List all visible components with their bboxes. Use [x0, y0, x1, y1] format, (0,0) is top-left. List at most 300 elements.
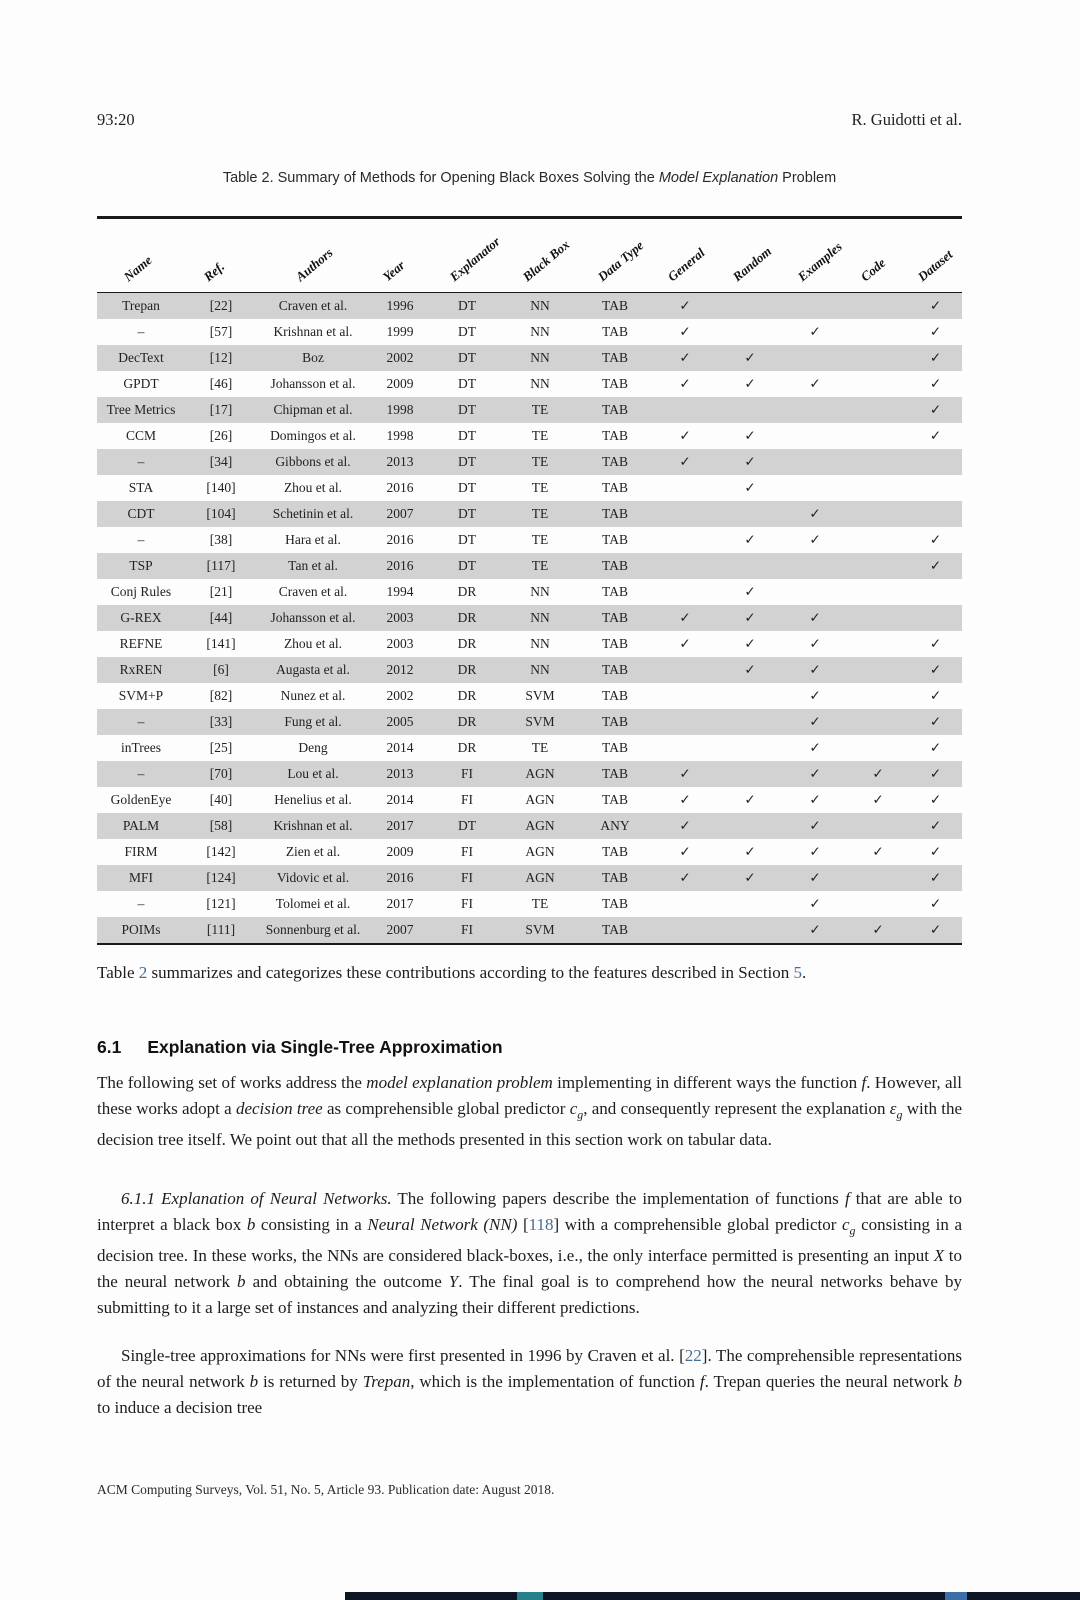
cell-general-check — [653, 917, 717, 943]
cell-examples-check — [783, 553, 847, 579]
text-segment: Single-tree approximations for NNs were first presented in 1996 by Craven et al. [ — [121, 1346, 685, 1365]
cell-explanator: FI — [431, 865, 503, 891]
cell-datatype: TAB — [602, 428, 628, 443]
cell-datatype: TAB — [602, 480, 628, 495]
table-row — [97, 553, 962, 579]
cell-examples-check: ✓ — [809, 740, 821, 755]
cell-general-check — [653, 475, 717, 501]
cell-general-check: ✓ — [653, 449, 717, 475]
cell-code-check — [847, 527, 909, 553]
cell-year: 2007 — [369, 917, 431, 943]
cell-examples-check: ✓ — [809, 896, 821, 911]
cell-code-check — [847, 501, 909, 527]
cell-year: 2002 — [369, 345, 431, 371]
cell-dataset-check: ✓ — [929, 376, 942, 391]
text-segment: Table — [97, 963, 139, 982]
taskbar-accent-blue — [945, 1592, 967, 1600]
cell-name: PALM — [97, 813, 185, 839]
cell-year: 2014 — [386, 792, 414, 807]
cell-year: 2017 — [386, 896, 414, 911]
cell-examples-check — [783, 423, 847, 449]
cell-explanator: DT — [431, 553, 503, 579]
cell-dataset-check: ✓ — [909, 345, 962, 371]
cell-blackbox: TE — [531, 428, 549, 443]
cell-dataset-check: ✓ — [929, 844, 942, 859]
citation-link[interactable]: 118 — [528, 1215, 554, 1234]
cell-general-check: ✓ — [653, 813, 717, 839]
cell-name: GoldenEye — [110, 792, 172, 807]
cell-ref-link[interactable]: [142] — [206, 844, 236, 859]
cell-datatype: TAB — [577, 293, 653, 319]
cell-year: 2005 — [369, 709, 431, 735]
cell-random-check — [717, 735, 783, 761]
table-row — [97, 423, 962, 449]
cell-datatype: TAB — [602, 636, 628, 651]
cell-authors: Craven et al. — [257, 293, 369, 319]
column-header: General — [664, 244, 708, 285]
cell-name: Conj Rules — [110, 584, 172, 599]
cell-dataset-check: ✓ — [909, 293, 962, 319]
cell-explanator: DR — [457, 636, 477, 651]
cell-code-check — [847, 605, 909, 631]
cell-random-check: ✓ — [744, 480, 756, 495]
cell-random-check — [717, 813, 783, 839]
cell-authors: Craven et al. — [278, 584, 348, 599]
cell-authors: Krishnan et al. — [257, 813, 369, 839]
text-segment: consisting in a — [255, 1215, 368, 1234]
cell-random-check: ✓ — [744, 376, 756, 391]
cell-authors: Domingos et al. — [270, 428, 356, 443]
cell-ref-link[interactable]: [40] — [209, 792, 233, 807]
text-segment: ]. The comprehensible representations of the neural network — [97, 1346, 962, 1391]
cell-explanator: DR — [431, 709, 503, 735]
cell-ref-link[interactable]: [117] — [185, 553, 257, 579]
cell-general-check: ✓ — [679, 792, 691, 807]
table-header-band — [97, 219, 962, 293]
cell-ref-link[interactable]: [17] — [185, 397, 257, 423]
running-author: R. Guidotti et al. — [851, 110, 962, 129]
text-segment: . However, all these works adopt a — [97, 1073, 963, 1118]
cell-code-check: ✓ — [847, 917, 909, 943]
text-segment: b — [246, 1215, 256, 1234]
cell-dataset-check: ✓ — [929, 688, 942, 703]
cell-dataset-check: ✓ — [909, 917, 962, 943]
cell-authors: Sonnenburg et al. — [257, 917, 369, 943]
cell-examples-check — [783, 397, 847, 423]
cell-dataset-check — [909, 475, 962, 501]
cell-year: 2016 — [386, 532, 414, 547]
cell-code-check — [847, 345, 909, 371]
cell-explanator: DT — [431, 293, 503, 319]
cell-authors: Tan et al. — [257, 553, 369, 579]
cell-authors: Chipman et al. — [257, 397, 369, 423]
cell-blackbox: NN — [530, 324, 550, 339]
cell-general-check: ✓ — [679, 428, 691, 443]
cell-random-check — [717, 397, 783, 423]
cell-ref-link[interactable]: [34] — [185, 449, 257, 475]
text-segment: implementing in different ways the function — [552, 1073, 862, 1092]
cell-datatype: TAB — [577, 657, 653, 683]
cell-examples-check: ✓ — [809, 792, 821, 807]
page-number: 93:20 — [97, 110, 135, 129]
cell-datatype: ANY — [577, 813, 653, 839]
table-row — [97, 735, 962, 761]
cell-explanator: DT — [431, 813, 503, 839]
cell-year: 1996 — [369, 293, 431, 319]
cell-random-check: ✓ — [744, 636, 756, 651]
cell-datatype: TAB — [577, 397, 653, 423]
cell-general-check — [653, 527, 717, 553]
cell-general-check: ✓ — [653, 345, 717, 371]
cell-general-check — [653, 709, 717, 735]
cell-code-check — [847, 553, 909, 579]
cell-ref-link[interactable]: [140] — [206, 480, 236, 495]
cell-blackbox: AGN — [525, 792, 555, 807]
cell-code-check — [847, 579, 909, 605]
cell-year: 2007 — [369, 501, 431, 527]
cell-general-check — [653, 683, 717, 709]
cell-ref-link[interactable]: [70] — [185, 761, 257, 787]
text-segment: is returned by — [258, 1372, 363, 1391]
text-segment: consisting in a decision tree. In these works, the NNs are considered black-boxes, i.e., the only interface permitted is presenting an input — [97, 1215, 962, 1266]
cell-name: Tree Metrics — [97, 397, 185, 423]
cell-blackbox: NN — [530, 376, 550, 391]
cell-explanator: DR — [457, 688, 477, 703]
cell-code-check — [847, 709, 909, 735]
cell-year: 2009 — [386, 844, 414, 859]
cell-general-check: ✓ — [679, 636, 691, 651]
text-segment: ε — [889, 1099, 897, 1118]
table-row — [97, 319, 962, 345]
table-row — [97, 345, 962, 371]
text-segment: ] with a comprehensible global predictor — [553, 1215, 842, 1234]
text-segment: X — [933, 1246, 945, 1266]
cell-code-check — [847, 397, 909, 423]
cell-examples-check: ✓ — [809, 376, 821, 391]
column-header: Authors — [292, 244, 336, 285]
cell-code-check — [847, 423, 909, 449]
cell-year: 2003 — [369, 605, 431, 631]
table-row — [97, 787, 962, 813]
cell-general-check: ✓ — [653, 293, 717, 319]
cell-explanator: DT — [458, 324, 476, 339]
cell-examples-check: ✓ — [809, 844, 821, 859]
cell-blackbox: TE — [503, 449, 577, 475]
text-segment: , which is the implementation of function — [410, 1372, 700, 1391]
cell-name: GPDT — [123, 376, 159, 391]
cell-random-check: ✓ — [744, 792, 756, 807]
cell-ref-link[interactable]: [21] — [209, 584, 233, 599]
cell-examples-check: ✓ — [809, 324, 821, 339]
section-heading — [97, 1037, 962, 1058]
cell-year: 2002 — [386, 688, 414, 703]
citation-link[interactable]: 5 — [793, 963, 803, 982]
cell-examples-check: ✓ — [783, 501, 847, 527]
table-row — [97, 891, 962, 917]
cell-random-check — [717, 319, 783, 345]
cell-authors: Zhou et al. — [283, 636, 343, 651]
cell-random-check — [717, 683, 783, 709]
cell-dataset-check: ✓ — [909, 865, 962, 891]
cell-ref-link[interactable]: [22] — [185, 293, 257, 319]
cell-year: 1998 — [386, 428, 414, 443]
cell-datatype: TAB — [602, 376, 628, 391]
cell-authors: Nunez et al. — [280, 688, 346, 703]
cell-ref-link[interactable]: [26] — [209, 428, 233, 443]
text-segment: and obtaining the outcome — [245, 1272, 449, 1292]
text-segment: c — [842, 1215, 850, 1234]
cell-dataset-check: ✓ — [909, 761, 962, 787]
citation-link[interactable]: 2 — [138, 963, 148, 982]
cell-blackbox: AGN — [525, 844, 555, 859]
cell-datatype: TAB — [577, 501, 653, 527]
cell-ref-link[interactable]: [58] — [185, 813, 257, 839]
cell-general-check — [653, 397, 717, 423]
cell-examples-check: ✓ — [809, 688, 821, 703]
table-row — [97, 761, 962, 787]
cell-ref-link[interactable]: [57] — [209, 324, 233, 339]
cell-ref-link[interactable]: [6] — [185, 657, 257, 683]
section-number: 6.1 — [97, 1037, 122, 1057]
cell-random-check: ✓ — [744, 844, 756, 859]
cell-year: 2016 — [386, 480, 414, 495]
cell-random-check — [717, 761, 783, 787]
cell-ref-link[interactable]: [121] — [206, 896, 236, 911]
text-segment: g — [849, 1223, 856, 1238]
cell-examples-check — [783, 579, 847, 605]
cell-ref-link[interactable]: [33] — [185, 709, 257, 735]
section-title: Explanation via Single-Tree Approximation — [147, 1037, 503, 1057]
cell-random-check: ✓ — [744, 532, 756, 547]
cell-explanator: FI — [431, 917, 503, 943]
cell-blackbox: NN — [503, 293, 577, 319]
text-segment: g — [577, 1107, 584, 1122]
cell-examples-check: ✓ — [783, 865, 847, 891]
text-segment: . — [802, 963, 807, 982]
cell-code-check — [847, 813, 909, 839]
cell-dataset-check: ✓ — [929, 896, 942, 911]
table-row — [97, 579, 962, 605]
cell-ref-link[interactable]: [25] — [209, 740, 233, 755]
table-row — [97, 527, 962, 553]
cell-ref-link[interactable]: [38] — [209, 532, 233, 547]
paragraph-summary — [97, 960, 962, 986]
text-segment: to the neural network — [97, 1246, 962, 1292]
cell-authors: Gibbons et al. — [257, 449, 369, 475]
table-row — [97, 839, 962, 865]
cell-ref-link[interactable]: [46] — [209, 376, 233, 391]
cell-datatype: TAB — [602, 896, 628, 911]
cell-explanator: DR — [431, 657, 503, 683]
cell-dataset-check: ✓ — [929, 428, 942, 443]
cell-authors: Boz — [257, 345, 369, 371]
cell-blackbox: AGN — [503, 865, 577, 891]
cell-explanator: DR — [457, 584, 477, 599]
cell-explanator: DT — [431, 501, 503, 527]
cell-datatype: TAB — [577, 605, 653, 631]
cell-year: 2013 — [369, 761, 431, 787]
cell-code-check — [847, 657, 909, 683]
cell-random-check — [717, 553, 783, 579]
cell-blackbox: TE — [503, 397, 577, 423]
cell-year: 1999 — [386, 324, 414, 339]
cell-explanator: DR — [431, 605, 503, 631]
cell-general-check: ✓ — [653, 865, 717, 891]
cell-code-check — [847, 865, 909, 891]
text-segment: f — [699, 1372, 705, 1391]
cell-dataset-check: ✓ — [909, 813, 962, 839]
cell-explanator: DR — [457, 740, 477, 755]
column-header: Name — [120, 252, 155, 285]
cell-random-check — [717, 917, 783, 943]
cell-examples-check: ✓ — [783, 917, 847, 943]
table-bottom-rule — [97, 943, 962, 945]
cell-examples-check: ✓ — [783, 761, 847, 787]
text-segment: Trepan — [362, 1372, 411, 1391]
text-segment: as comprehensible global predictor — [322, 1099, 570, 1118]
cell-authors: Henelius et al. — [274, 792, 352, 807]
cell-ref-link[interactable]: [82] — [209, 688, 233, 703]
table-body — [97, 293, 962, 943]
cell-blackbox: AGN — [503, 761, 577, 787]
text-segment: that are able to interpret a black box — [97, 1189, 962, 1234]
taskbar-accent-teal — [517, 1592, 543, 1600]
table-row — [97, 293, 962, 319]
cell-datatype: TAB — [577, 553, 653, 579]
cell-dataset-check: ✓ — [909, 657, 962, 683]
cell-dataset-check: ✓ — [929, 740, 942, 755]
cell-general-check: ✓ — [653, 605, 717, 631]
cell-name: – — [97, 761, 185, 787]
cell-name: SVM+P — [118, 688, 164, 703]
cell-examples-check: ✓ — [809, 532, 821, 547]
text-segment: b — [953, 1372, 962, 1391]
cell-code-check — [847, 371, 909, 397]
cell-random-check: ✓ — [717, 605, 783, 631]
cell-authors: Deng — [298, 740, 328, 755]
cell-datatype: TAB — [602, 844, 628, 859]
cell-ref-link[interactable]: [104] — [185, 501, 257, 527]
cell-authors: Schetinin et al. — [257, 501, 369, 527]
table-row — [97, 475, 962, 501]
citation-link[interactable]: 22 — [684, 1346, 702, 1365]
cell-blackbox: TE — [531, 740, 549, 755]
cell-name: – — [137, 896, 145, 911]
cell-examples-check — [783, 345, 847, 371]
text-segment: [ — [517, 1215, 529, 1234]
table-row — [97, 501, 962, 527]
cell-code-check: ✓ — [872, 792, 884, 807]
table-row — [97, 397, 962, 423]
cell-dataset-check — [909, 579, 962, 605]
table-grid — [97, 293, 962, 943]
paragraph-intro — [97, 1070, 962, 1153]
cell-year: 2016 — [369, 553, 431, 579]
cell-name: – — [97, 449, 185, 475]
cell-authors: Hara et al. — [285, 532, 341, 547]
cell-code-check — [847, 683, 909, 709]
column-header: Code — [857, 255, 889, 285]
table-row — [97, 813, 962, 839]
cell-name: STA — [128, 480, 154, 495]
cell-blackbox: NN — [503, 605, 577, 631]
cell-name: – — [97, 709, 185, 735]
cell-explanator: FI — [460, 792, 473, 807]
cell-explanator: DT — [431, 345, 503, 371]
cell-year: 2014 — [386, 740, 414, 755]
cell-year: 2016 — [369, 865, 431, 891]
cell-authors: Augasta et al. — [257, 657, 369, 683]
cell-name: inTrees — [120, 740, 161, 755]
text-segment: Y — [448, 1272, 459, 1292]
cell-random-check: ✓ — [717, 657, 783, 683]
cell-name: – — [137, 532, 145, 547]
cell-blackbox: AGN — [503, 813, 577, 839]
cell-name: MFI — [97, 865, 185, 891]
cell-examples-check: ✓ — [783, 657, 847, 683]
column-header: Examples — [794, 238, 845, 285]
cell-ref-link[interactable]: [141] — [206, 636, 236, 651]
table-row — [97, 683, 962, 709]
text-segment: The following set of works address the — [97, 1073, 367, 1092]
cell-authors: Lou et al. — [257, 761, 369, 787]
cell-name: POIMs — [97, 917, 185, 943]
cell-ref-link[interactable]: [124] — [185, 865, 257, 891]
cell-ref-link[interactable]: [111] — [185, 917, 257, 943]
cell-datatype: TAB — [577, 345, 653, 371]
cell-authors: Zien et al. — [285, 844, 341, 859]
cell-datatype: TAB — [577, 917, 653, 943]
table-row — [97, 371, 962, 397]
cell-datatype: TAB — [602, 740, 628, 755]
text-segment: Neural Network (NN) — [367, 1215, 518, 1234]
cell-name: REFNE — [119, 636, 163, 651]
cell-code-check — [847, 475, 909, 501]
cell-authors: Zhou et al. — [283, 480, 343, 495]
cell-dataset-check — [909, 449, 962, 475]
cell-year: 2009 — [386, 376, 414, 391]
paragraph-subsection — [97, 1186, 962, 1321]
cell-general-check: ✓ — [679, 376, 691, 391]
cell-name: Trepan — [97, 293, 185, 319]
text-segment: model explanation problem — [366, 1073, 553, 1092]
text-segment: b — [249, 1372, 259, 1391]
cell-datatype: TAB — [602, 688, 628, 703]
cell-dataset-check — [909, 605, 962, 631]
cell-random-check: ✓ — [717, 345, 783, 371]
cell-ref-link[interactable]: [12] — [185, 345, 257, 371]
cell-examples-check: ✓ — [809, 636, 821, 651]
cell-explanator: FI — [431, 761, 503, 787]
cell-ref-link[interactable]: [44] — [185, 605, 257, 631]
cell-code-check — [847, 293, 909, 319]
cell-dataset-check: ✓ — [929, 324, 942, 339]
table-row — [97, 631, 962, 657]
cell-datatype: TAB — [577, 709, 653, 735]
cell-name: FIRM — [124, 844, 158, 859]
cell-year: 2017 — [369, 813, 431, 839]
cell-general-check — [653, 501, 717, 527]
cell-datatype: TAB — [577, 449, 653, 475]
text-segment: Problem — [778, 170, 837, 186]
taskbar-strip — [345, 1592, 1080, 1600]
cell-name: RxREN — [97, 657, 185, 683]
cell-authors: Vidovic et al. — [257, 865, 369, 891]
text-segment: decision tree — [235, 1099, 323, 1118]
cell-general-check — [653, 657, 717, 683]
cell-blackbox: NN — [503, 657, 577, 683]
summary-table — [97, 216, 962, 945]
